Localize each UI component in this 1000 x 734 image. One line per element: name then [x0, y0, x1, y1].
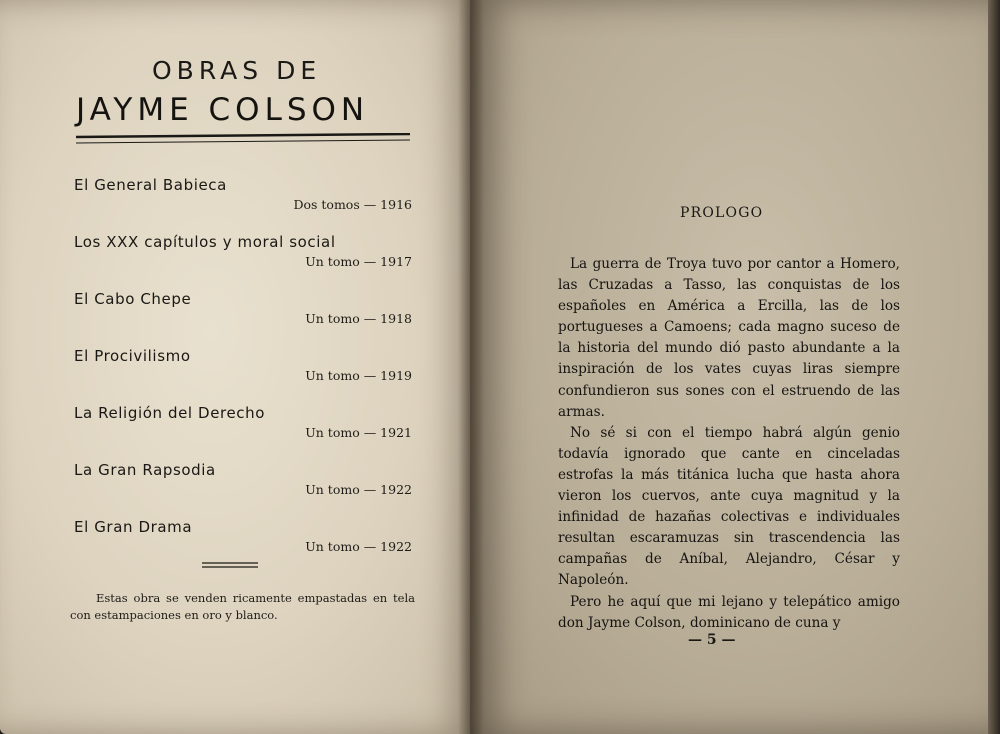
work-entry	[74, 176, 412, 233]
work-detail: Un tomo — 1922	[305, 482, 412, 497]
prologue-body	[558, 254, 900, 634]
work-title: El Gran Drama	[74, 518, 193, 536]
prologue-title: PROLOGO	[680, 205, 764, 221]
work-detail: Un tomo — 1919	[305, 368, 412, 383]
page-number: — 5 —	[688, 632, 736, 648]
work-detail: Dos tomos — 1916	[293, 197, 412, 212]
work-entry	[74, 404, 412, 461]
heading-rule	[76, 133, 410, 151]
work-detail: Un tomo — 1921	[305, 425, 412, 440]
works-heading: OBRAS DE	[152, 56, 322, 85]
work-title: El Cabo Chepe	[74, 290, 192, 308]
work-title: La Religión del Derecho	[74, 404, 266, 422]
works-author: JAYME COLSON	[76, 92, 370, 128]
short-divider	[202, 561, 258, 569]
work-entry	[74, 233, 412, 290]
work-title: Los XXX capítulos y moral social	[74, 233, 336, 251]
work-title: El Procivilismo	[74, 347, 191, 365]
work-entry	[74, 347, 412, 404]
work-title: La Gran Rapsodia	[74, 461, 216, 479]
prologue-paragraph: No sé si con el tiempo habrá algún genio todavía ignorado que cante en cinceladas estrofas la más titánica lucha que hasta ahora vieron los cuervos, ante cuya magnitud y la infinidad de hazañas colectivas e individuales resultan escaramuzas sin trascendencia las campañas de Aníbal, Alejandro, César y Napoleón.	[558, 424, 900, 589]
work-entry	[74, 290, 412, 347]
work-detail: Un tomo — 1918	[305, 311, 412, 326]
prologue-paragraph: La guerra de Troya tuvo por cantor a Homero, las Cruzadas a Tasso, las conquistas de los españoles en América a Ercilla, las de los portugueses a Camoens; cada magno suceso de la historia del mundo dió pasto abundante a la inspiración de los vates cuyas liras siempre confundieron sus sones con el estruendo de las armas.	[558, 256, 900, 420]
page-edge	[988, 0, 1000, 734]
work-detail: Un tomo — 1917	[305, 254, 412, 269]
prologue-paragraph: Pero he aquí que mi lejano y telepático amigo don Jayme Colson, dominicano de cuna y	[558, 593, 900, 631]
work-detail: Un tomo — 1922	[305, 539, 412, 554]
work-entry	[74, 461, 412, 518]
binding-note: Estas obra se venden ricamente empastadas en tela con estampaciones en oro y blanco.	[70, 591, 415, 622]
works-list	[74, 176, 412, 575]
book-gutter	[458, 0, 484, 734]
work-title: El General Babieca	[74, 176, 227, 194]
